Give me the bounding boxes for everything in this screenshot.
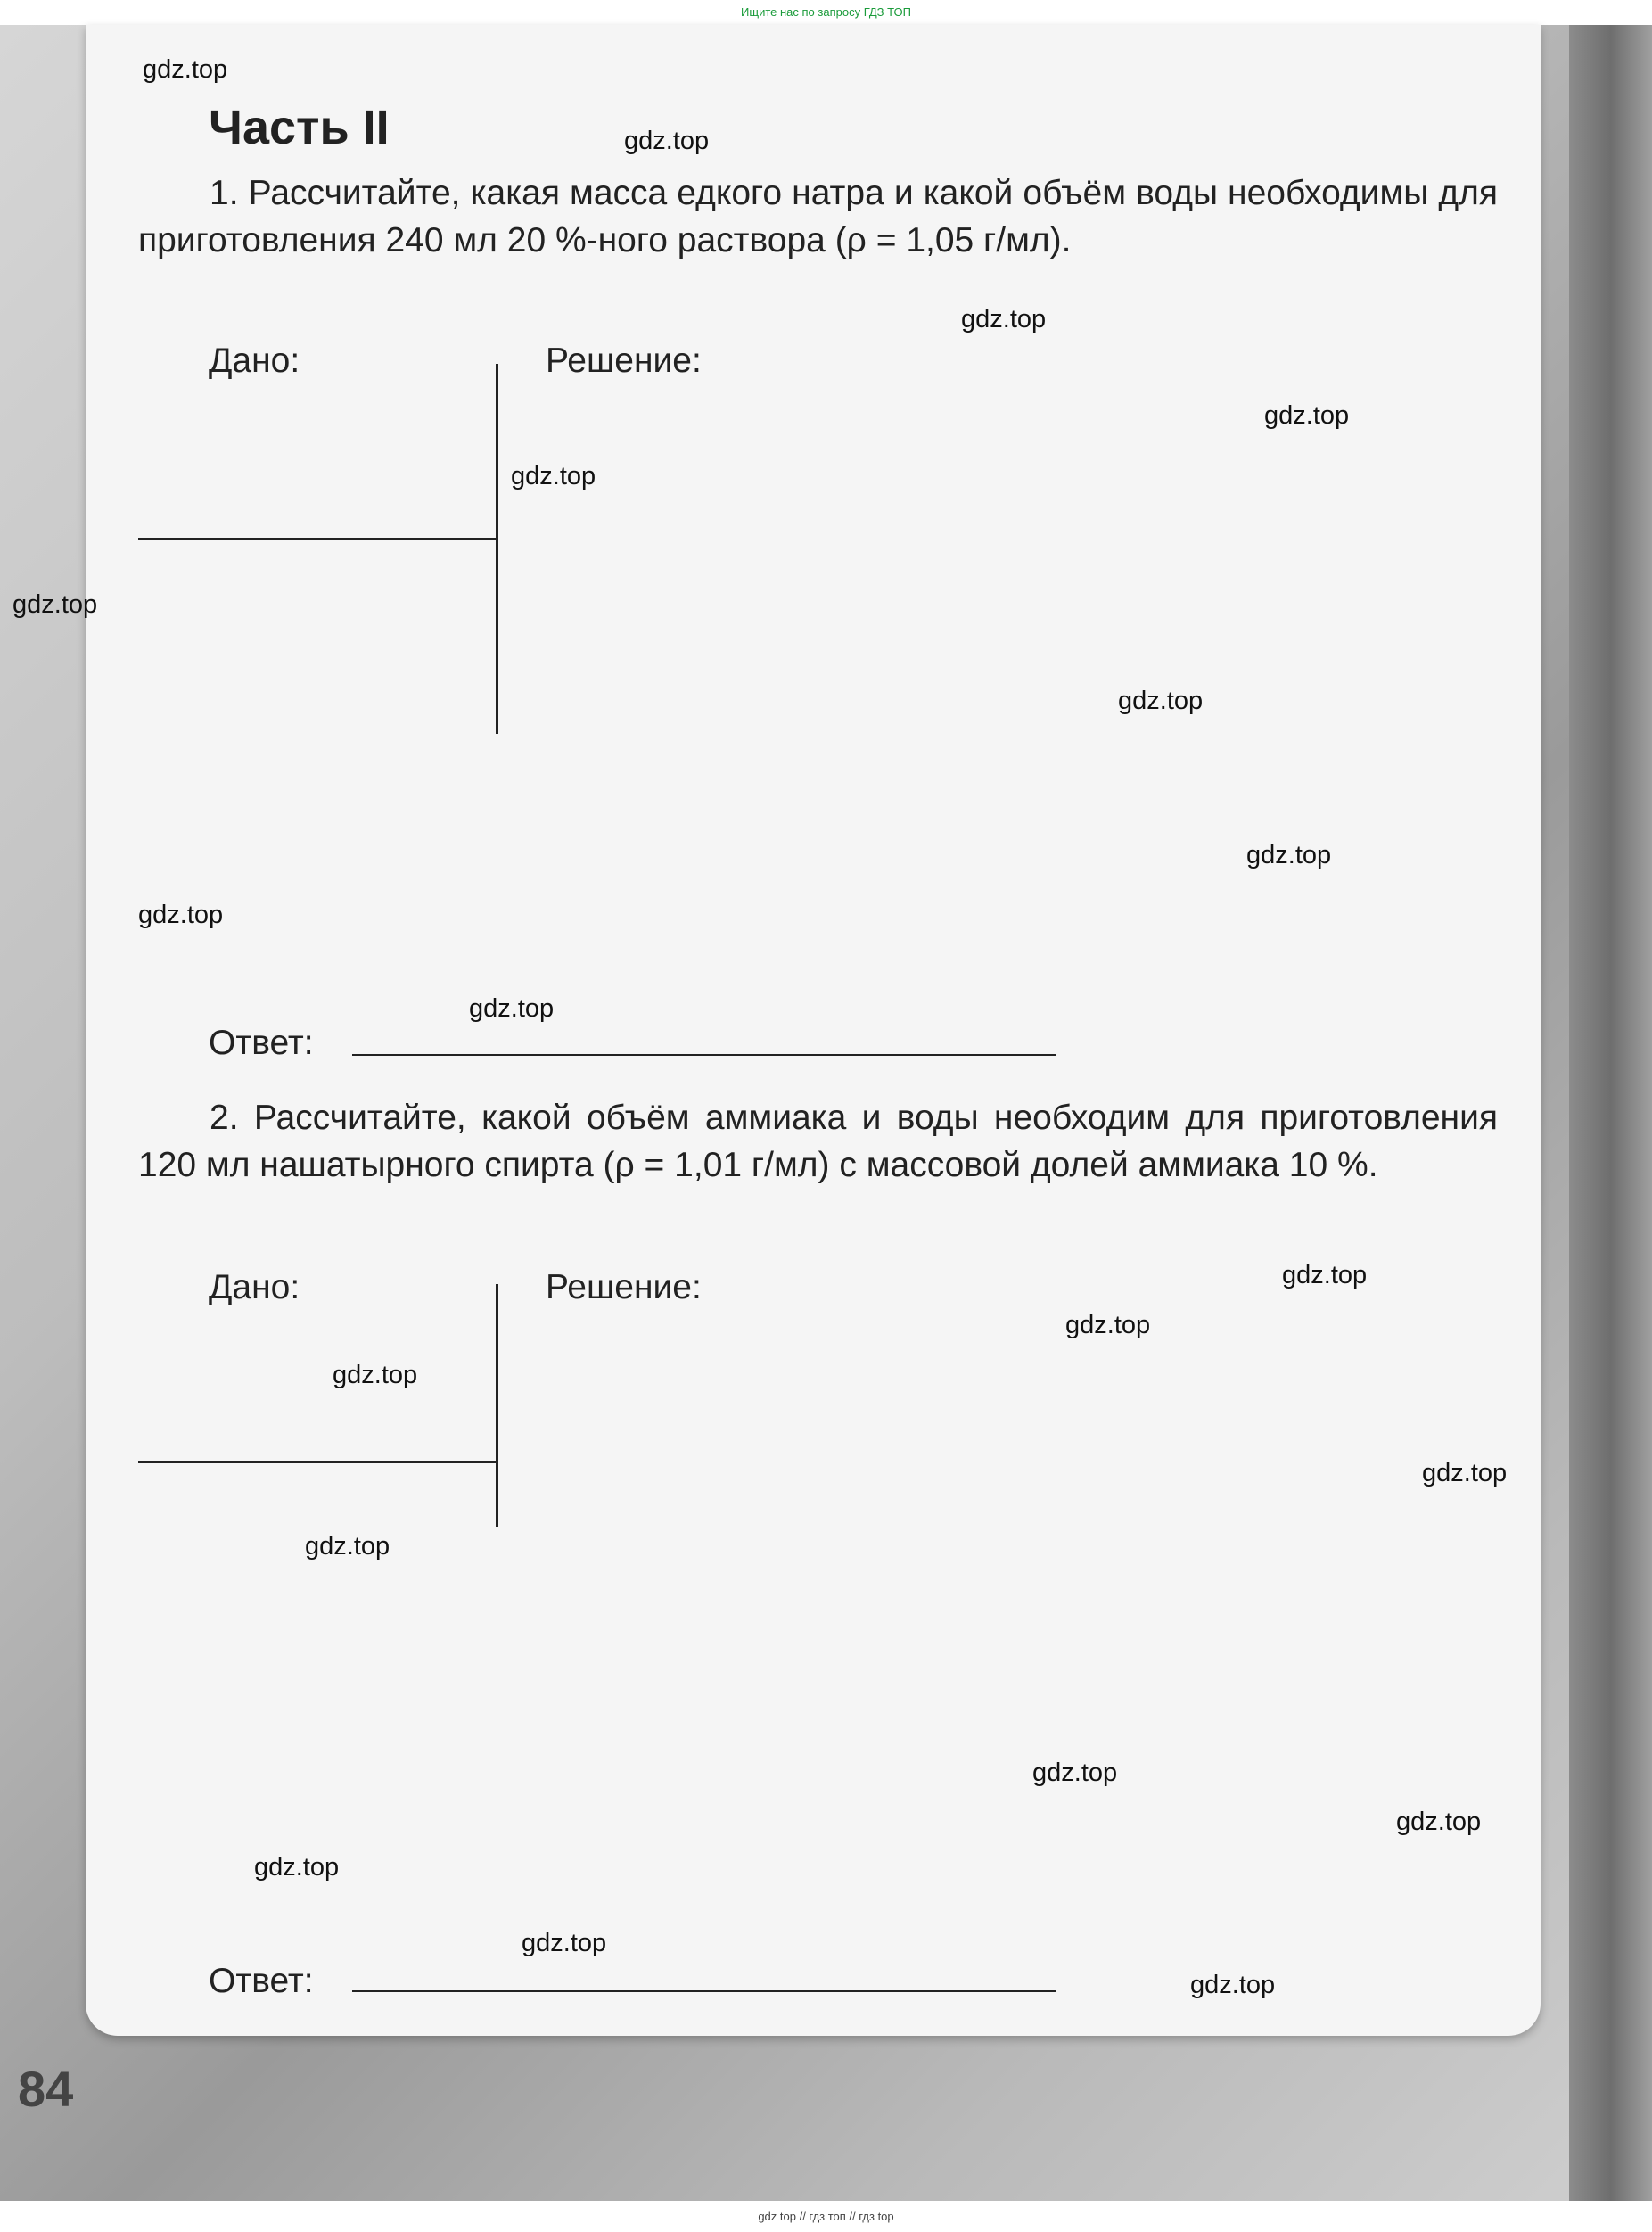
watermark: gdz.top <box>12 590 98 619</box>
task-1-vertical-divider <box>496 364 498 734</box>
watermark: gdz.top <box>1246 841 1332 869</box>
task-1-text: 1. Рассчитайте, какая масса едкого натра и какой объём воды необходимы для приготовления 240 мл 20 %-ного раствора (ρ = 1,05 г/мл). <box>138 174 1498 259</box>
watermark: gdz.top <box>961 305 1047 334</box>
watermark: gdz.top <box>469 994 555 1023</box>
watermark: gdz.top <box>1032 1758 1118 1787</box>
top-banner[interactable]: Ищите нас по запросу ГДЗ ТОП <box>741 5 911 19</box>
watermark: gdz.top <box>511 462 596 490</box>
watermark: gdz.top <box>1282 1261 1368 1289</box>
watermark: gdz.top <box>254 1853 340 1882</box>
watermark: gdz.top <box>1396 1808 1482 1836</box>
task-1-answer-line[interactable] <box>352 1054 1056 1056</box>
watermark: gdz.top <box>333 1361 418 1389</box>
task-2-given-divider <box>138 1461 497 1463</box>
watermark: gdz.top <box>624 127 710 155</box>
task-2-vertical-divider <box>496 1284 498 1527</box>
task-2-solution-label: Решение: <box>546 1268 702 1306</box>
task-2-answer-line[interactable] <box>352 1990 1056 1992</box>
page-number: 84 <box>18 2061 74 2117</box>
task-1-given-divider <box>138 538 497 540</box>
task-1-solution-label: Решение: <box>546 342 702 380</box>
watermark: gdz.top <box>1065 1311 1151 1339</box>
section-heading: Часть II <box>209 101 390 154</box>
watermark: gdz.top <box>305 1532 390 1561</box>
watermark: gdz.top <box>1264 401 1350 430</box>
task-2-given-label: Дано: <box>209 1268 300 1306</box>
watermark: gdz.top <box>138 901 224 929</box>
watermark: gdz.top <box>1190 1971 1276 1999</box>
watermark: gdz.top <box>143 55 228 84</box>
task-2-answer-label: Ответ: <box>209 1962 314 2000</box>
watermark: gdz.top <box>522 1929 607 1957</box>
task-1-answer-label: Ответ: <box>209 1024 314 1062</box>
task-1-given-label: Дано: <box>209 342 300 380</box>
bottom-banner[interactable]: gdz top // гдз топ // гдз top <box>758 2210 894 2223</box>
page-edge <box>1569 25 1652 2201</box>
watermark: gdz.top <box>1118 687 1204 715</box>
watermark: gdz.top <box>1422 1459 1508 1487</box>
task-2-text: 2. Рассчитайте, какой объём аммиака и воды необходим для приготовления 120 мл нашатырного спирта (ρ = 1,01 г/мл) с массовой долей аммиака 10 %. <box>138 1099 1498 1184</box>
